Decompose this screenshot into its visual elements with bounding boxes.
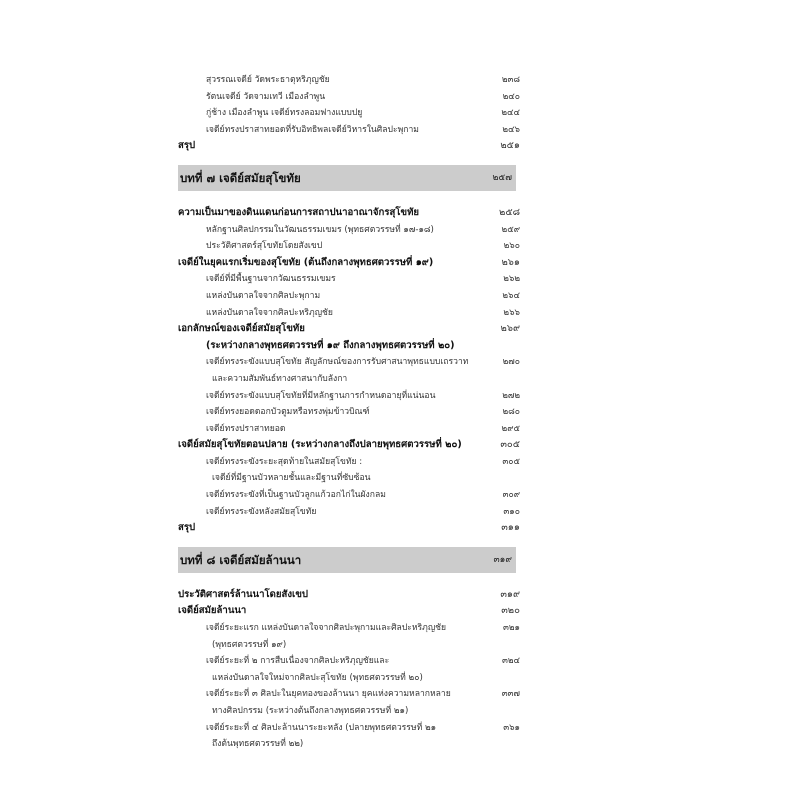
entry-title: สรุป [178,140,196,152]
toc-entry [178,504,518,521]
entry-title: ประวัติศาสตร์ล้านนาโดยสังเขป [178,588,308,600]
page-number: ๓๐๙ [502,490,520,501]
chapter-heading [178,547,516,573]
entry-title: เจดีย์สมัยล้านนา [178,605,247,617]
entry-title: รัตนเจดีย์ วัดจามเทวี เมืองลำพูน [206,91,326,102]
toc-entry [178,238,518,255]
toc-entry-continuation [178,736,518,753]
page-number: ๓๑๙ [493,554,512,565]
entry-title: หลักฐานศิลปกรรมในวัฒนธรรมเขมร (พุทธศตวรรษที่ ๑๗-๑๘) [206,224,434,235]
page-number: ๒๖๖ [503,307,520,318]
page-number: ๓๑๑ [501,522,520,534]
page-number: ๓๐๕ [500,439,520,451]
entry-title: และความสัมพันธ์ทางศาสนากับลังกา [212,373,348,384]
page-number: ๒๕๗ [492,172,512,183]
toc-entry [178,89,518,106]
entry-title: บทที่ ๗ เจดีย์สมัยสุโขทัย [180,170,301,185]
toc-entry-continuation [178,371,518,388]
section-heading [178,437,518,454]
toc-entry [178,388,518,405]
section-subheading [178,338,518,355]
entry-title: แหล่งบันดาลใจจากศิลปะพุกาม [206,290,321,301]
page-number: ๓๐๕ [502,456,520,467]
page-number: ๒๖๙ [500,323,520,335]
toc-entry [178,720,518,737]
toc-entry [178,305,518,322]
entry-title: แหล่งบันดาลใจจากศิลปะหริภุญชัย [206,307,333,318]
page-number: ๒๗๒ [502,390,520,401]
entry-title: เจดีย์ระยะที่ ๒ การสืบเนื่องจากศิลปะหริภุญชัยและ [206,656,390,667]
chapter-heading [178,165,516,191]
toc-entry-continuation [178,637,518,654]
entry-title: เจดีย์สมัยสุโขทัยตอนปลาย (ระหว่างกลางถึงปลายพุทธศตวรรษที่ ๒๐) [178,439,462,451]
toc-entry [178,653,518,670]
entry-title: กู่ช้าง เมืองลำพูน เจดีย์ทรงลอมฟางแบบปยู [206,108,363,119]
entry-title: ทางศิลปกรรม (ระหว่างต้นถึงกลางพุทธศตวรรษที่ ๒๑) [212,706,409,716]
page-number: ๒๖๑ [501,256,520,268]
page-number: ๒๓๘ [501,75,520,85]
section-heading [178,603,518,620]
entry-title: เจดีย์ทรงระฆังแบบสุโขทัย สัญลักษณ์ของการรับศาสนาพุทธแบบเถรวาท [206,357,469,368]
entry-title: เจดีย์ทรงปราสาทยอดที่รับอิทธิพลเจดีย์วิหารในศิลปะพุกาม [206,124,419,135]
page-number: ๒๖๐ [503,241,520,252]
page-number: ๒๔๔ [501,108,520,119]
toc-entry [178,487,518,504]
entry-title: เอกลักษณ์ของเจดีย์สมัยสุโขทัย [178,323,305,335]
page-number: ๓๖๑ [503,722,520,733]
entry-title: บทที่ ๘ เจดีย์สมัยล้านนา [180,552,302,567]
entry-title: เจดีย์ทรงระฆังระยะสุดท้ายในสมัยสุโขทัย : [206,456,363,467]
entry-title: เจดีย์ในยุคแรกเริ่มของสุโขทัย (ต้นถึงกลางพุทธศตวรรษที่ ๑๙) [178,256,434,268]
toc-entry [178,404,518,421]
entry-title: (ระหว่างกลางพุทธศตวรรษที่ ๑๙ ถึงกลางพุทธศตวรรษที่ ๒๐) [206,339,455,351]
toc-entry [178,686,518,703]
page-number: ๒๖๔ [502,290,520,301]
page-number: ๒๕๘ [499,206,520,218]
section-heading [178,587,518,604]
page-number: ๓๓๗ [501,689,520,700]
toc-entry [178,105,518,122]
toc-entry [178,222,518,239]
page-number: ๒๖๒ [503,274,520,285]
entry-title: ถึงต้นพุทธศตวรรษที่ ๒๒) [212,739,304,750]
entry-title: เจดีย์ทรงยอดดอกบัวตูมหรือทรงพุ่มข้าวบิณฑ์ [206,407,370,418]
toc-entry-continuation [178,470,518,487]
entry-title: เจดีย์ทรงระฆังที่เป็นฐานบัวลูกแก้วอกไก่ในผังกลม [206,490,386,501]
page-number: ๒๗๐ [502,357,520,368]
entry-title: เจดีย์ทรงระฆังหลังสมัยสุโขทัย [206,506,317,517]
toc-entry-continuation [178,670,518,687]
page-number: ๓๒๐ [501,605,520,617]
toc-entry [178,454,518,471]
section-heading [178,321,518,338]
toc-entry [178,288,518,305]
toc-entry-continuation [178,703,518,720]
page-number: ๒๔๐ [502,91,520,102]
toc-entry [178,620,518,637]
page-number: ๒๕๙ [501,224,520,235]
entry-title: เจดีย์ที่มีฐานบัวหลายชั้นและมีฐานที่ซับซ้อน [212,473,371,484]
table-of-contents [178,72,518,753]
page-number: ๓๒๔ [501,656,520,667]
page-number: ๓๑๐ [503,506,520,517]
entry-title: ประวัติศาสตร์สุโขทัยโดยสังเขป [206,241,323,252]
section-heading [178,205,518,222]
entry-title: เจดีย์ทรงปราสาทยอด [206,423,286,434]
toc-entry [178,421,518,438]
entry-title: เจดีย์ระยะที่ ๔ ศิลปะล้านนาระยะหลัง (ปลายพุทธศตวรรษที่ ๒๑ [206,722,437,733]
entry-title: สรุป [178,522,196,534]
section-heading [178,520,518,537]
page-number: ๒๕๑ [500,140,520,152]
page-number: ๒๔๖ [502,124,520,135]
page-number: ๓๑๙ [500,588,520,600]
entry-title: เจดีย์ระยะแรก แหล่งบันดาลใจจากศิลปะพุกามและศิลปะหริภุญชัย [206,623,447,634]
section-heading [178,138,518,155]
toc-entry [178,122,518,139]
entry-title: สุวรรณเจดีย์ วัดพระธาตุหริภุญชัย [206,75,330,85]
section-heading [178,255,518,272]
page-number: ๓๒๑ [503,623,520,634]
entry-title: เจดีย์ที่มีพื้นฐานจากวัฒนธรรมเขมร [206,274,336,285]
entry-title: เจดีย์ระยะที่ ๓ ศิลปะในยุคทองของล้านนา ยุคแห่งความหลากหลาย [206,689,451,700]
toc-entry [178,271,518,288]
entry-title: (พุทธศตวรรษที่ ๑๙) [212,639,287,650]
entry-title: เจดีย์ทรงระฆังแบบสุโขทัยที่มีหลักฐานการกำหนดอายุที่แน่นอน [206,390,436,401]
entry-title: แหล่งบันดาลใจใหม่จากศิลปะสุโขทัย (พุทธศตวรรษที่ ๒๐) [212,672,423,683]
page-number: ๒๘๐ [502,407,520,418]
entry-title: ความเป็นมาของดินแดนก่อนการสถาปนาอาณาจักรสุโขทัย [178,206,420,218]
page-number: ๒๙๕ [501,423,520,434]
toc-entry [178,354,518,371]
toc-entry [178,72,518,89]
